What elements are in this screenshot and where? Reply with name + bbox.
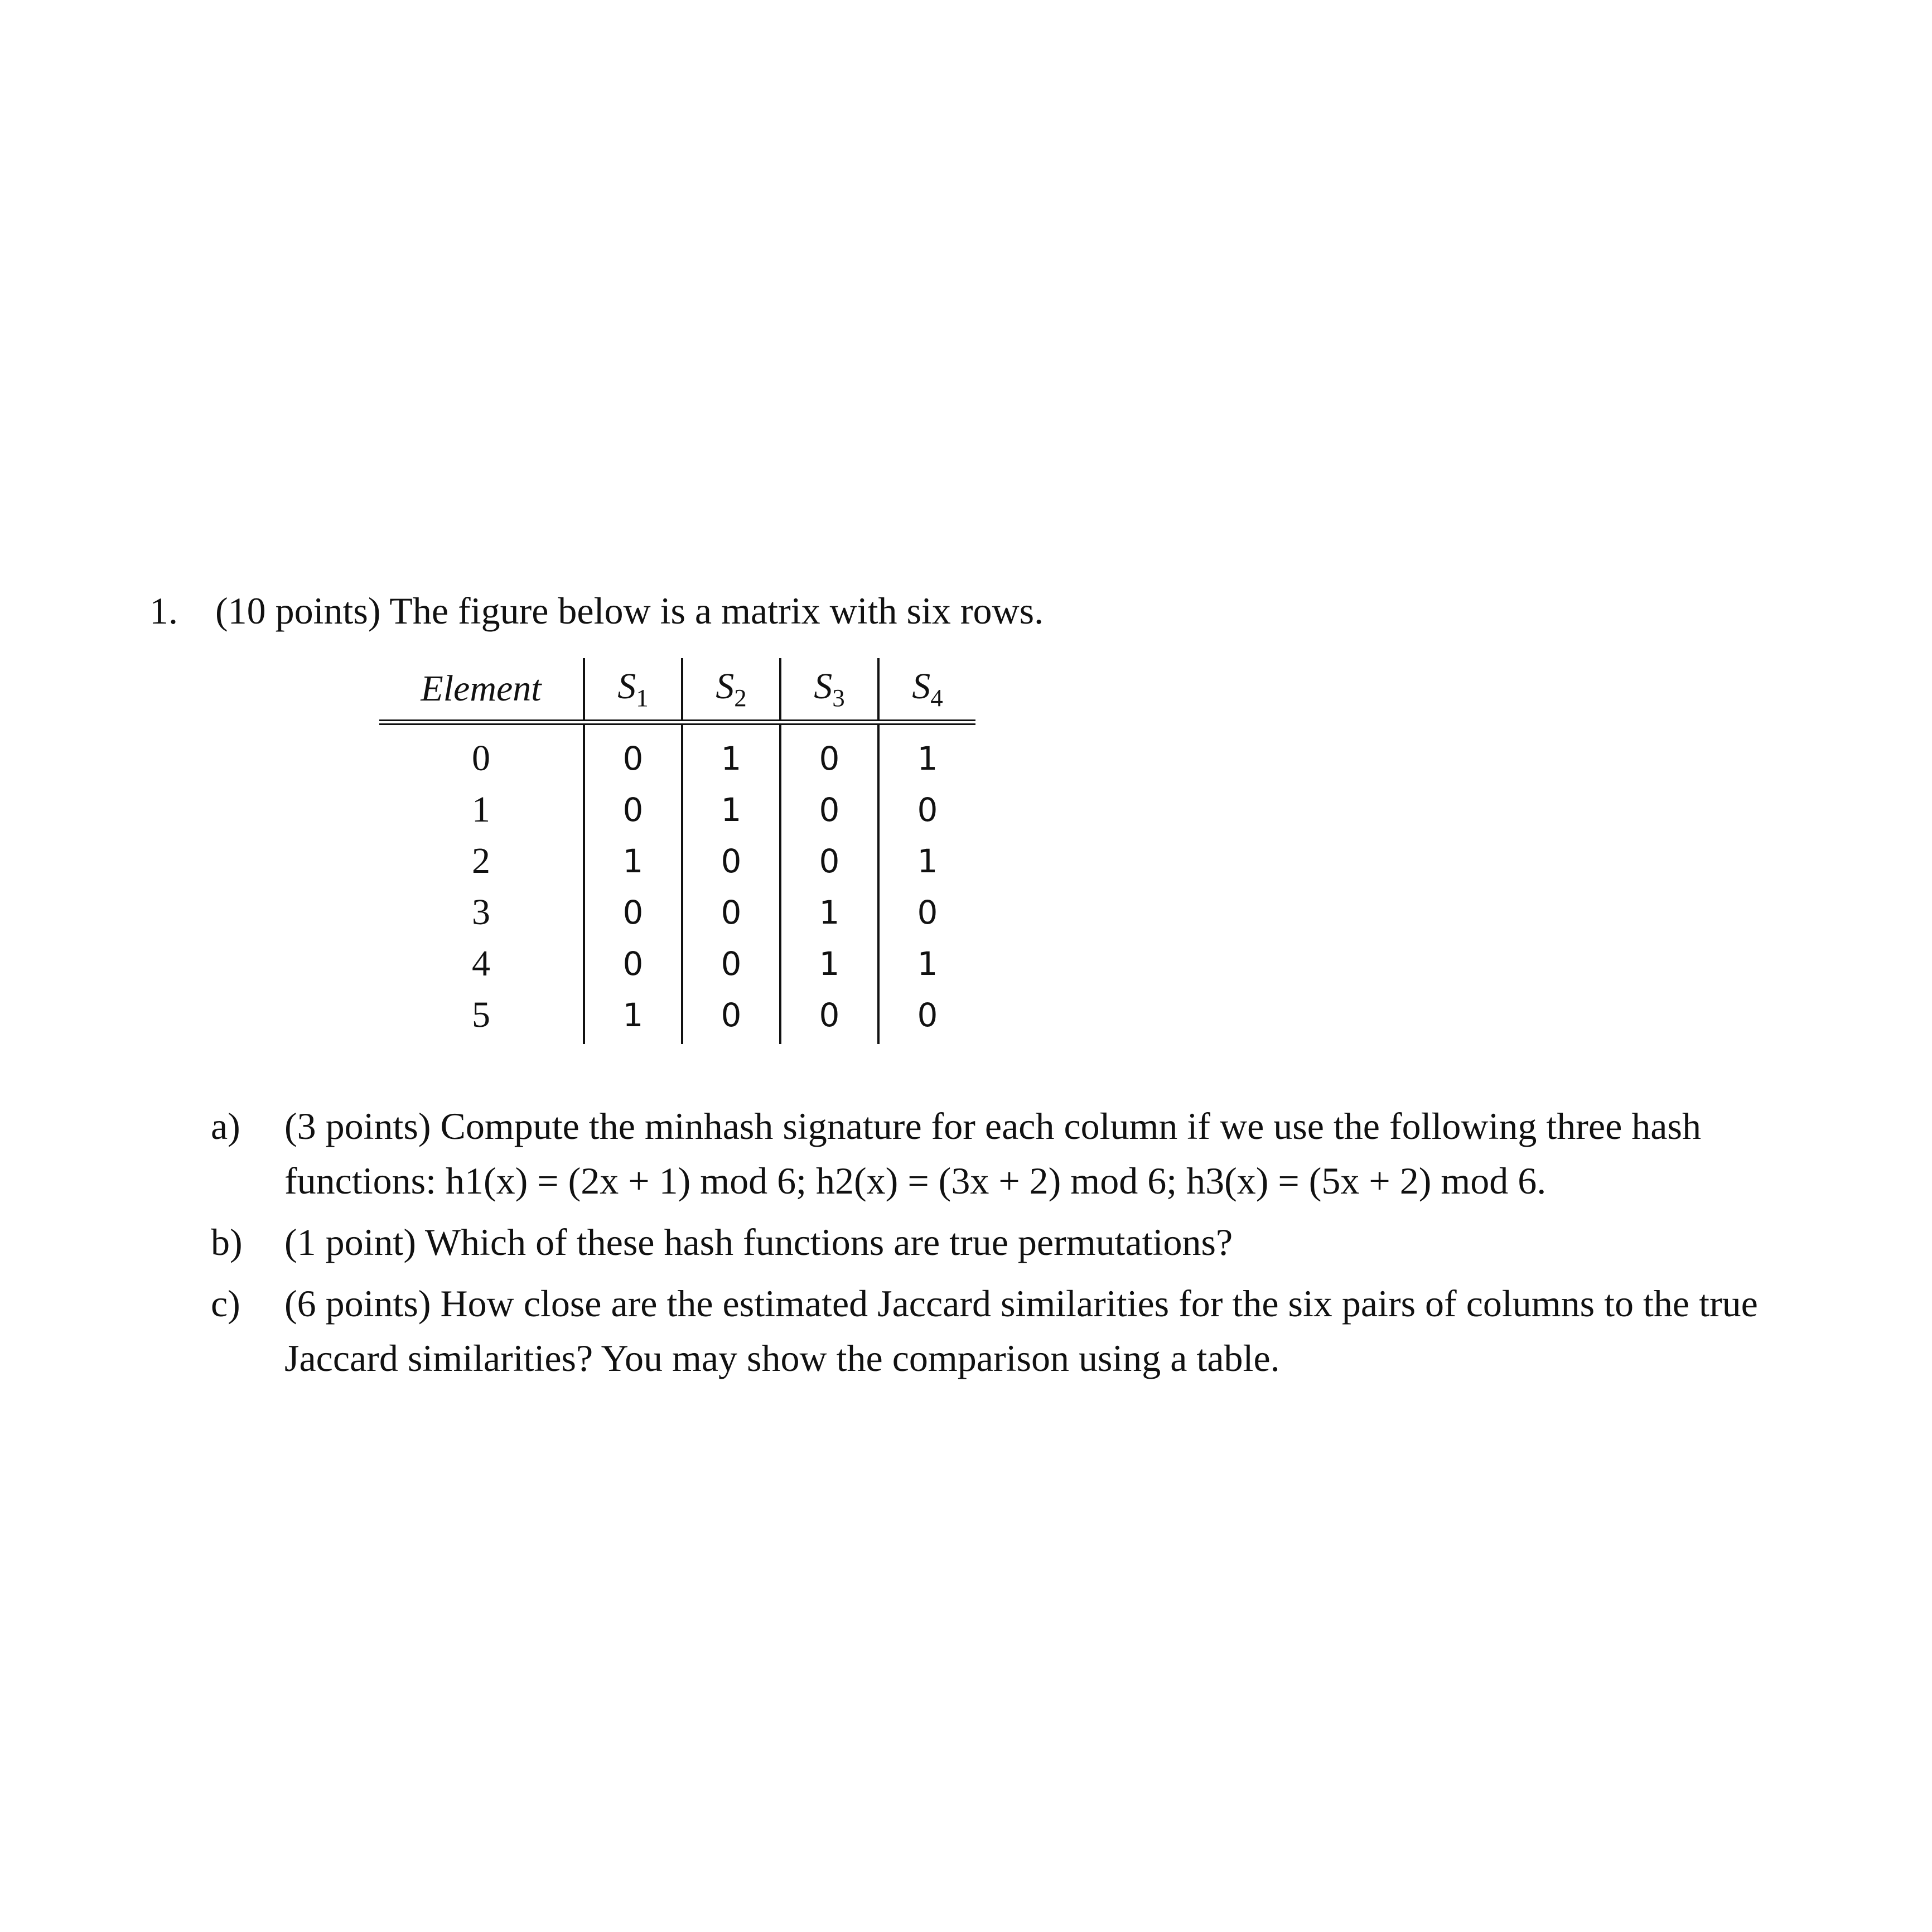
table-row	[379, 989, 975, 1044]
cell-s2: 1	[682, 722, 780, 784]
cell-s2: 0	[682, 887, 780, 938]
element-cell: 0	[472, 738, 490, 779]
cell-s2: 0	[682, 835, 780, 887]
element-cell: 4	[472, 943, 490, 984]
table-header-row	[379, 658, 975, 722]
table-row	[379, 938, 975, 989]
question-number: 1.	[149, 590, 178, 632]
cell-s2: 1	[682, 784, 780, 835]
table-row	[379, 722, 975, 784]
cell-s4: 1	[878, 835, 975, 887]
cell-s3: 1	[780, 887, 878, 938]
cell-s1: 0	[584, 722, 682, 784]
header-s4: $S_4$	[878, 658, 975, 722]
cell-s1: 0	[584, 784, 682, 835]
subquestion-label: a)	[211, 1105, 240, 1147]
cell-s4: 1	[878, 938, 975, 989]
table-row	[379, 887, 975, 938]
question-text: (10 points) The figure below is a matrix with six rows.	[215, 590, 1044, 632]
cell-s1: 0	[584, 938, 682, 989]
cell-s2: 0	[682, 938, 780, 989]
table-row	[379, 784, 975, 835]
header-s1: $S_1$	[584, 658, 682, 722]
subquestion-label: c)	[211, 1282, 240, 1325]
cell-s3: 0	[780, 835, 878, 887]
cell-s3: 1	[780, 938, 878, 989]
header-element: Element	[421, 668, 542, 709]
subquestion-text: (1 point) Which of these hash functions are true permutations?	[284, 1221, 1233, 1263]
cell-s4: 0	[878, 989, 975, 1044]
subquestion-c	[211, 1276, 1862, 1385]
element-cell: 3	[472, 892, 490, 933]
cell-s1: 0	[584, 887, 682, 938]
cell-s4: 0	[878, 887, 975, 938]
set-matrix-table	[379, 658, 975, 1044]
cell-s3: 0	[780, 722, 878, 784]
header-s3: $S_3$	[780, 658, 878, 722]
table-row	[379, 835, 975, 887]
subquestion-a	[211, 1099, 1862, 1208]
subquestion-list	[211, 1099, 1862, 1392]
element-cell: 5	[472, 994, 490, 1035]
cell-s2: 0	[682, 989, 780, 1044]
subquestion-label: b)	[211, 1221, 243, 1263]
cell-s4: 0	[878, 784, 975, 835]
subquestion-text: (6 points) How close are the estimated Jaccard similarities for the six pairs of columns to the true Jaccard similarities? You may show the comparison using a table.	[284, 1282, 1758, 1379]
subquestion-b	[211, 1215, 1862, 1269]
subquestion-text: (3 points) Compute the minhash signature for each column if we use the following three hash functions: h1(x) = (2x + 1) mod 6; h2(x) = (3x + 2) mod 6; h3(x) = (5x + 2) mod 6.	[284, 1105, 1701, 1202]
cell-s3: 0	[780, 989, 878, 1044]
cell-s3: 0	[780, 784, 878, 835]
element-cell: 1	[472, 789, 490, 830]
cell-s1: 1	[584, 989, 682, 1044]
header-s2: $S_2$	[682, 658, 780, 722]
cell-s4: 1	[878, 722, 975, 784]
element-cell: 2	[472, 841, 490, 881]
cell-s1: 1	[584, 835, 682, 887]
